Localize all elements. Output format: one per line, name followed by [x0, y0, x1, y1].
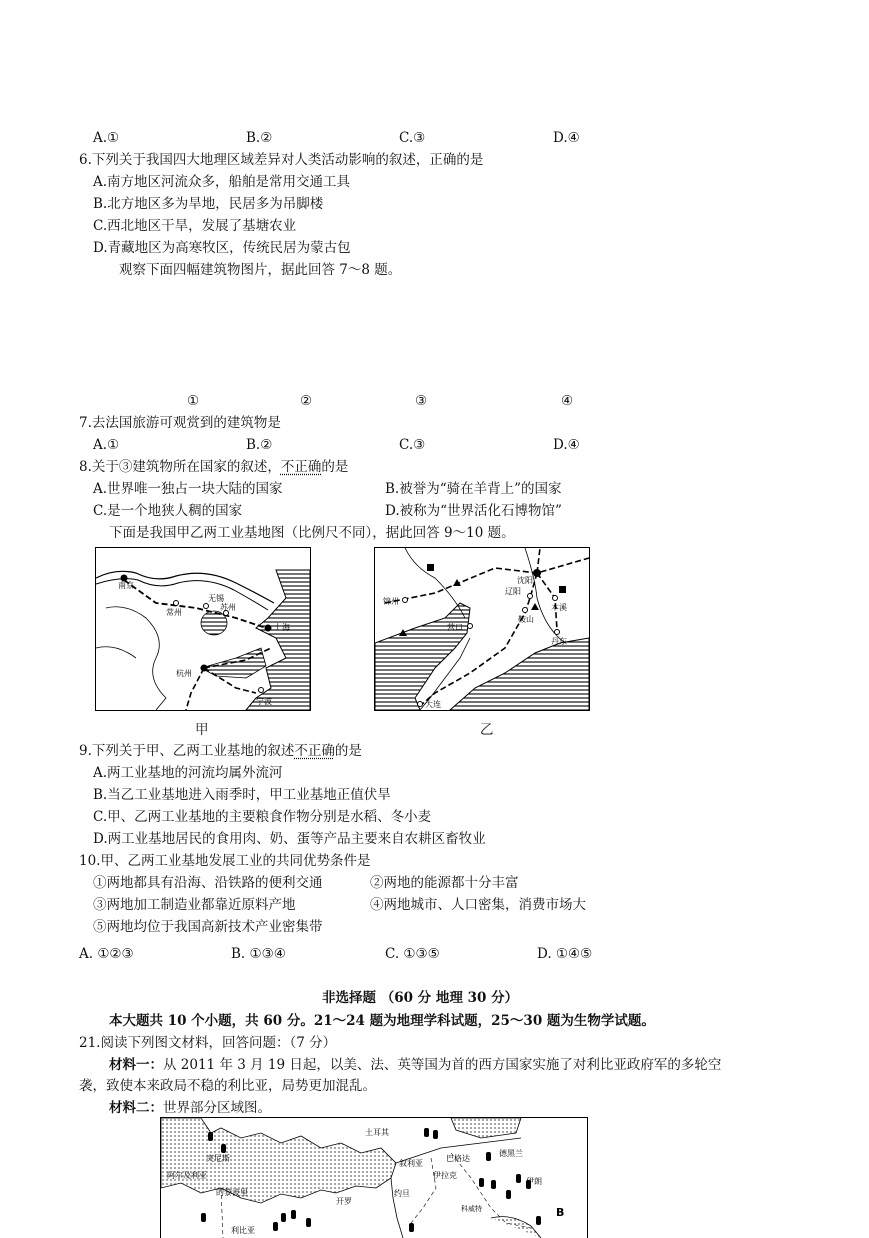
city-shenyang: 沈阳 [517, 576, 533, 585]
q10-item-5: ⑤两地均位于我国高新技术产业密集带 [93, 919, 323, 935]
city-shanghai: 上海 [274, 623, 290, 632]
q8-stem-emphasis: 不正确 [280, 459, 322, 475]
q5-option-d: D.④ [553, 130, 580, 146]
picture-label-2: ② [300, 393, 313, 409]
q10-item-1: ①两地都具有沿海、沿铁路的便利交通 [93, 875, 323, 891]
map-jia-caption: 甲 [195, 722, 209, 738]
city-anshan: 鞍山 [518, 615, 534, 624]
q9-option-c: C.甲、乙两工业基地的主要粮食作物分别是水稻、冬小麦 [93, 809, 432, 825]
q10-item-4: ④两地城市、人口密集，消费市场大 [370, 897, 586, 913]
label-turkey: 土耳其 [365, 1128, 389, 1137]
q5-option-b: B.② [246, 130, 273, 146]
label-libya: 利比亚 [231, 1226, 255, 1235]
city-ningbo: 宁波 [256, 697, 272, 706]
map-world-region [160, 1117, 588, 1238]
city-jinzhou: 锦州 [383, 597, 399, 606]
map-yi [374, 547, 590, 711]
material-2-label: 材料二： [109, 1100, 163, 1116]
section-description: 本大题共 10 个小题，共 60 分。21～24 题为地理学科试题，25～30 题为生物学试题。 [109, 1013, 655, 1029]
material-1-text: 从 2011 年 3 月 19 日起，以美、法、英等国为首的西方国家实施了对利比亚政府军的多轮空 [163, 1057, 722, 1073]
city-benxi: 本溪 [551, 603, 567, 612]
picture-label-4: ④ [561, 393, 574, 409]
q6-option-a: A.南方地区河流众多，船舶是常用交通工具 [93, 174, 351, 190]
q7-stem: 7.去法国旅游可观赏到的建筑物是 [79, 415, 281, 431]
map-world-svg [161, 1118, 587, 1238]
label-tunisia: 突尼斯 [206, 1154, 230, 1163]
q7-option-d: D.④ [553, 437, 580, 453]
q5-option-a: A.① [93, 130, 120, 146]
city-nanjing: 南京 [118, 581, 134, 590]
material-2-text: 世界部分区域图。 [163, 1100, 271, 1116]
city-wuxi: 无锡 [208, 594, 224, 603]
city-dandong: 丹东 [551, 637, 567, 646]
label-syria: 叙利亚 [399, 1159, 423, 1168]
map-yi-svg [375, 548, 589, 710]
q8-option-c: C.是一个地狭人稠的国家 [93, 503, 243, 519]
q10-item-3: ③两地加工制造业都靠近原料产地 [93, 897, 296, 913]
q10-option-d: D. ①④⑤ [537, 946, 593, 962]
q8-option-b: B.被誉为“骑在羊背上”的国家 [385, 481, 562, 497]
city-dalian: 大连 [425, 700, 441, 709]
q7-option-b: B.② [246, 437, 273, 453]
picture-label-1: ① [187, 393, 200, 409]
label-iraq: 伊拉克 [433, 1171, 457, 1180]
picture-label-3: ③ [415, 393, 428, 409]
q7-option-c: C.③ [399, 437, 426, 453]
q6-stem: 6.下列关于我国四大地理区域差异对人类活动影响的叙述，正确的是 [79, 152, 484, 168]
q8-stem [79, 458, 348, 476]
label-cairo: 开罗 [336, 1197, 352, 1206]
map-jia [95, 547, 311, 711]
q9-stem-emphasis: 不正确 [294, 743, 335, 759]
label-tripoli: 的黎波里 [216, 1188, 248, 1197]
section-title: 非选择题 （60 分 地理 30 分） [322, 990, 519, 1006]
intro-7-8: 观察下面四幅建筑物图片，据此回答 7～8 题。 [119, 262, 402, 278]
q21-stem: 21.阅读下列图文材料，回答问题：（7 分） [79, 1035, 337, 1051]
label-algeria: 阿尔及利亚 [167, 1171, 207, 1180]
q8-stem-part2: 的是 [321, 459, 349, 475]
q8-option-d: D.被称为“世界活化石博物馆” [385, 503, 562, 519]
q10-stem: 10.甲、乙两工业基地发展工业的共同优势条件是 [79, 853, 371, 869]
q6-option-b: B.北方地区多为旱地，民居多为吊脚楼 [93, 196, 324, 212]
q9-stem [79, 742, 362, 760]
label-tehran: 德黑兰 [499, 1149, 523, 1158]
city-yingkou: 营口 [447, 623, 463, 632]
q9-option-d: D.两工业基地居民的食用肉、奶、蛋等产品主要来自农耕区畜牧业 [93, 831, 486, 847]
q6-option-d: D.青藏地区为高寒牧区，传统民居为蒙古包 [93, 240, 351, 256]
q9-stem-part1: 9.下列关于甲、乙两工业基地的叙述 [79, 743, 295, 759]
map-yi-caption: 乙 [480, 722, 494, 738]
q10-option-b: B. ①③④ [231, 946, 286, 962]
material-1-label: 材料一： [109, 1057, 163, 1073]
city-liaoyang: 辽阳 [505, 587, 521, 596]
q7-option-a: A.① [93, 437, 120, 453]
q8-stem-part1: 8.关于③建筑物所在国家的叙述， [79, 459, 281, 475]
label-jordan: 约旦 [394, 1189, 410, 1198]
q9-option-b: B.当乙工业基地进入雨季时，甲工业基地正值伏旱 [93, 787, 391, 803]
label-kuwait: 科威特 [461, 1205, 482, 1213]
label-baghdad: 巴格达 [446, 1154, 470, 1163]
q21-material-1 [109, 1056, 721, 1074]
material-1-text-cont: 袭，致使本来政局不稳的利比亚，局势更加混乱。 [79, 1078, 376, 1094]
city-changzhou: 常州 [166, 608, 182, 617]
q10-item-2: ②两地的能源都十分丰富 [370, 875, 519, 891]
label-point-b: B [556, 1206, 565, 1219]
city-hangzhou: 杭州 [176, 669, 192, 678]
q9-stem-part2: 的是 [334, 743, 362, 759]
q21-material-2 [109, 1099, 271, 1117]
label-iran: 伊朗 [526, 1177, 542, 1186]
q9-option-a: A.两工业基地的河流均属外流河 [93, 765, 283, 781]
q5-option-c: C.③ [399, 130, 426, 146]
intro-9-10: 下面是我国甲乙两工业基地图（比例尺不同），据此回答 9～10 题。 [109, 525, 515, 541]
q10-option-a: A. ①②③ [79, 946, 134, 962]
q6-option-c: C.西北地区干旱，发展了基塘农业 [93, 218, 297, 234]
q8-option-a: A.世界唯一独占一块大陆的国家 [93, 481, 283, 497]
q10-option-c: C. ①③⑤ [385, 946, 440, 962]
city-suzhou: 苏州 [220, 603, 236, 612]
map-jia-svg [96, 548, 310, 710]
